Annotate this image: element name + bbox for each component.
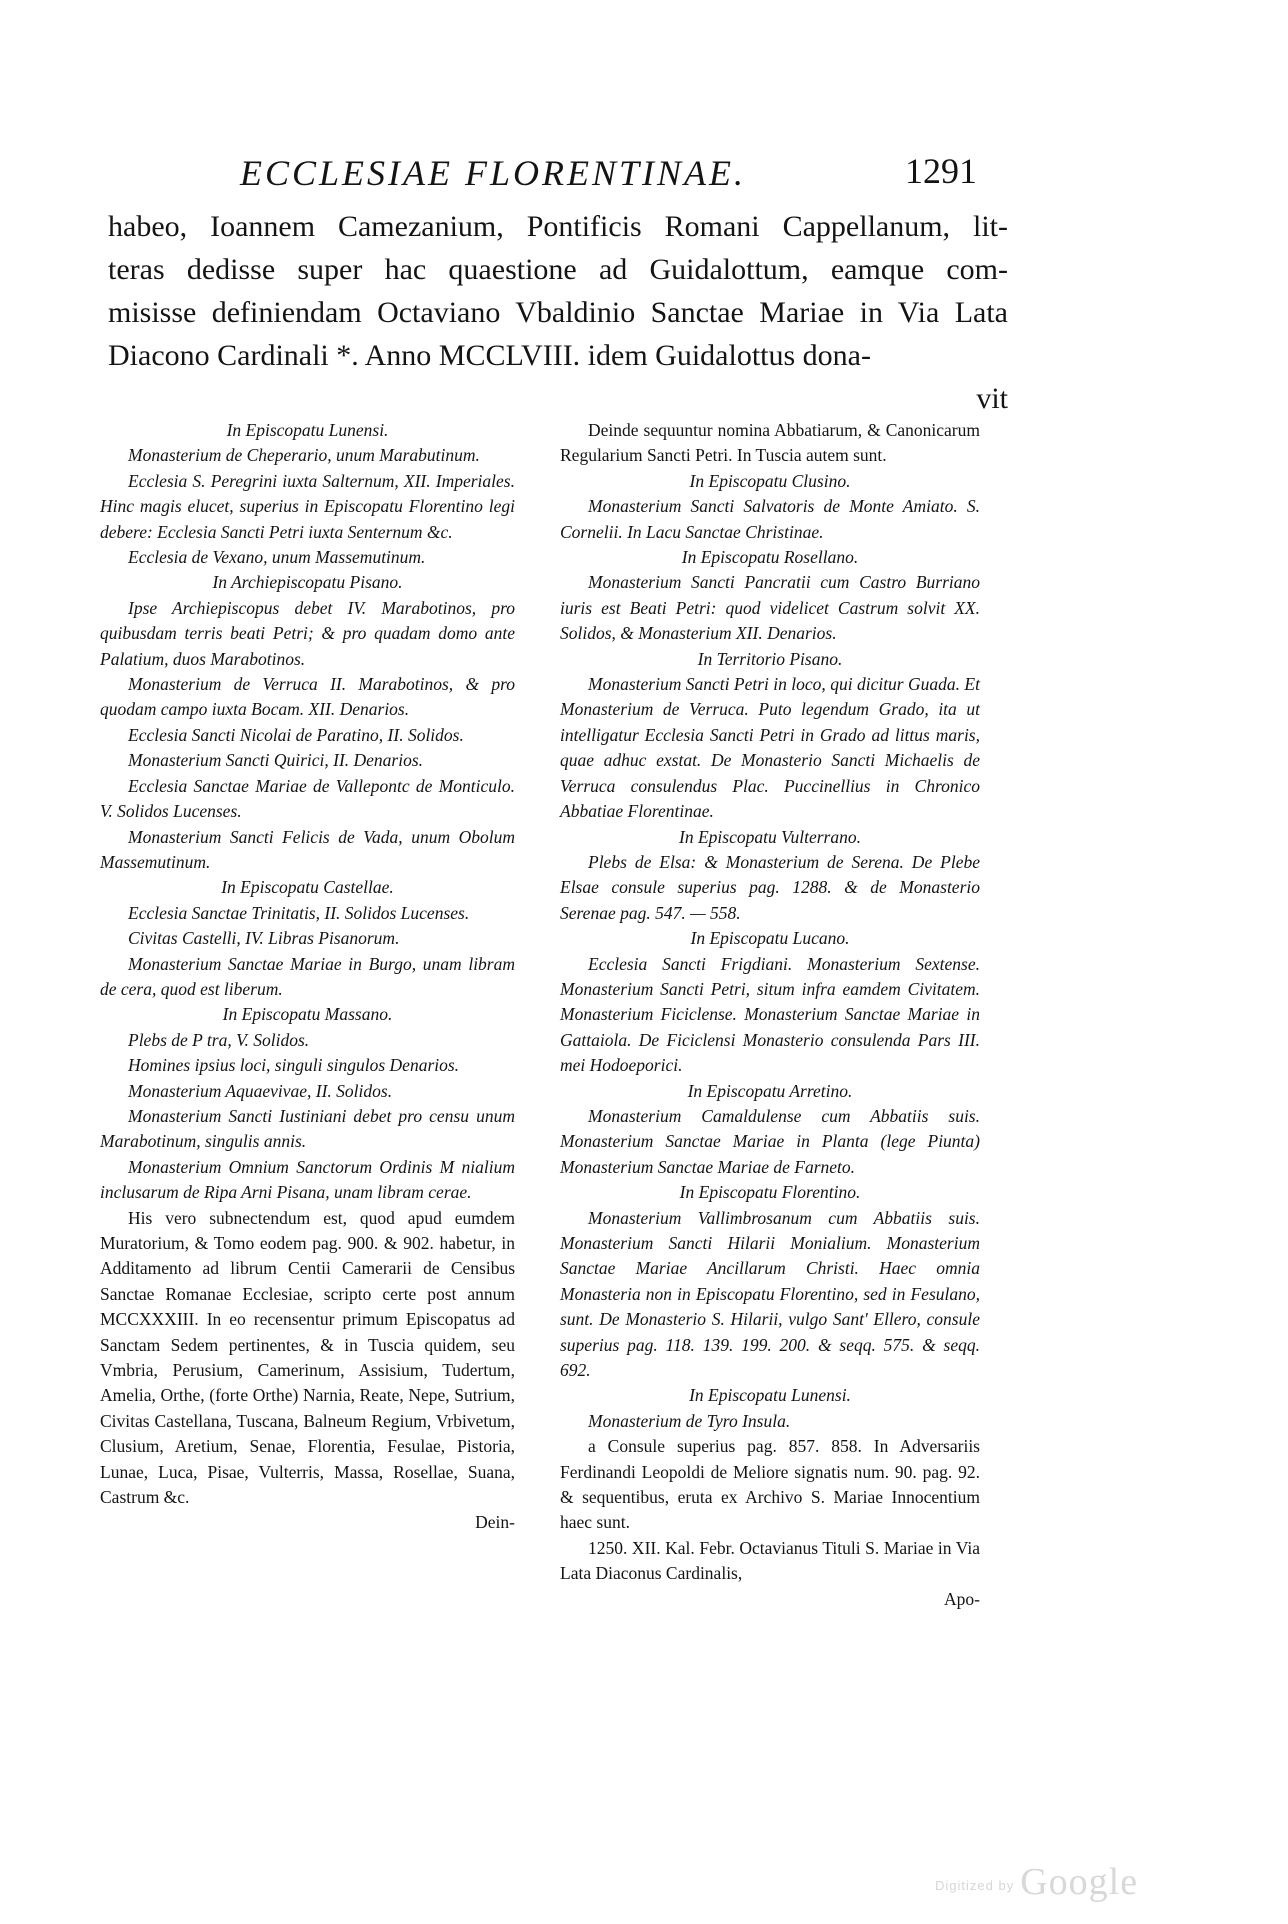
commentary-paragraph: His vero subnectendum est, quod apud eumdem Muratorium, & Tomo eodem pag. 900. & 902. habetur, in Additamento ad librum Centii Camerarii de Censibus Sanctae Romanae Ecclesiae, scripto certe post annum MCCXXXIII. In eo recensentur primum Episcopatus ad Sanctam Sedem pertinentes, & in Tuscia quidem, seu Vmbria, Perusium, Camerinum, Assisium, Tudertum, Amelia, Orthe, (forte Orthe) Narnia, Reate, Nepe, Sutrium, Civitas Castellana, Tuscana, Balneum Regium, Vrbivetum, Clusium, Aretium, Senae, Florentia, Fesulae, Pistoria, Lunae, Luca, Pisae, Vulterris, Massa, Rosellae, Suana, Castrum &c. [100, 1207, 515, 1508]
section-heading: In Episcopatu Vulterrano. [679, 826, 861, 847]
section-heading: In Episcopatu Rosellano. [681, 547, 859, 568]
entry-paragraph: Plebs de P tra, V. Solidos. [128, 1029, 310, 1050]
entry-paragraph: Ecclesia Sancti Frigdiani. Monasterium Sextense. Monasterium Sancti Petri, situm infra eamdem Civitatem. Monasterium Ficiclense. Monasterium Sanctae Mariae in Gattaiola. De Ficiclensi Monasterio consulenda Pars III. mei Hodoeporici. [560, 953, 980, 1076]
main-text-catchword: vit [976, 382, 1008, 415]
catchword: Apo- [944, 1588, 980, 1609]
section-heading: In Episcopatu Arretino. [687, 1080, 853, 1101]
main-text-line: teras dedisse super hac quaestione ad Guidalottum, eamque com- [108, 253, 1008, 286]
main-text-block [108, 205, 1008, 420]
catchword: Dein- [475, 1512, 515, 1533]
entry-paragraph: Ecclesia Sanctae Trinitatis, II. Solidos Lucenses. [128, 902, 470, 923]
main-text-line: habeo, Ioannem Camezanium, Pontificis Romani Cappellanum, lit- [108, 210, 1008, 243]
section-heading: In Episcopatu Clusino. [689, 470, 851, 491]
running-title: ECCLESIAE FLORENTINAE. [240, 153, 746, 193]
google-watermark [935, 1860, 1138, 1904]
entry-paragraph: Monasterium Aquaevivae, II. Solidos. [128, 1080, 393, 1101]
section-heading: In Territorio Pisano. [697, 648, 843, 669]
left-column [100, 418, 515, 1536]
entry-paragraph: Monasterium Sancti Quirici, II. Denarios. [128, 750, 424, 771]
entry-paragraph: Monasterium Vallimbrosanum cum Abbatiis suis. Monasterium Sancti Hilarii Monialium. Monasterium Sanctae Mariae Ancillarum Christi. Haec omnia Monasteria non in Episcopatu Florentino, sed in Fesulano, sunt. De Monasterio S. Hilarii, vulgo Sant' Ellero, consule superius pag. 118. 139. 199. 200. & seqq. 575. & seqq. 692. [560, 1207, 980, 1381]
right-column [560, 418, 980, 1612]
entry-paragraph: Monasterium Sancti Felicis de Vada, unum Obolum Massemutinum. [100, 826, 515, 872]
main-text-line: Diacono Cardinali *. Anno MCCLVIII. idem Guidalottus dona- [108, 339, 871, 372]
commentary-paragraph: a Consule superius pag. 857. 858. In Adversariis Ferdinandi Leopoldi de Meliore signatis num. 90. pag. 92. & sequentibus, eruta ex Archivo S. Mariae Innocentium haec sunt. [560, 1436, 980, 1533]
entry-paragraph: Civitas Castelli, IV. Libras Pisanorum. [128, 928, 400, 949]
commentary-paragraph: 1250. XII. Kal. Febr. Octavianus Tituli S. Mariae in Via Lata Diaconus Cardinalis, [560, 1537, 980, 1584]
entry-paragraph: Monasterium Sancti Petri in loco, qui dicitur Guada. Et Monasterium de Verruca. Puto legendum Grado, ita ut intelligatur Ecclesia Sancti Petri in Grado ad littus maris, quae adhuc exstat. De Monasterio Sancti Michaelis de Verruca consulendus Plac. Puccinellius in Chronico Abbatiae Florentinae. [560, 674, 980, 822]
commentary-paragraph: Deinde sequuntur nomina Abbatiarum, & Canonicarum Regularium Sancti Petri. In Tuscia autem sunt. [560, 420, 980, 466]
entry-paragraph: Ecclesia S. Peregrini iuxta Salternum, XII. Imperiales. Hinc magis elucet, superius in Episcopatu Florentino legi debere: Ecclesia Sancti Petri iuxta Senternum &c. [100, 470, 515, 542]
entry-paragraph: Monasterium Sanctae Mariae in Burgo, unam libram de cera, quod est liberum. [100, 953, 515, 999]
entry-paragraph: Monasterium Sancti Salvatoris de Monte Amiato. S. Cornelii. In Lacu Sanctae Christinae. [560, 496, 980, 542]
section-heading: In Episcopatu Lunensi. [689, 1385, 851, 1406]
watermark-digitized-label: Digitized by [935, 1877, 1015, 1893]
section-heading: In Archiepiscopatu Pisano. [212, 572, 403, 593]
page-number: 1291 [905, 151, 977, 191]
entry-paragraph: Monasterium Omnium Sanctorum Ordinis M nialium inclusarum de Ripa Arni Pisana, unam libram cerae. [100, 1156, 515, 1203]
entry-paragraph: Homines ipsius loci, singuli singulos Denarios. [128, 1055, 460, 1076]
entry-paragraph: Monasterium Camaldulense cum Abbatiis suis. Monasterium Sanctae Mariae in Planta (lege Piunta) Monasterium Sanctae Mariae de Farneto. [560, 1105, 980, 1177]
entry-paragraph: Ecclesia de Vexano, unum Massemutinum. [128, 547, 426, 568]
entry-paragraph: Plebs de Elsa: & Monasterium de Serena. De Plebe Elsae consule superius pag. 1288. & de Monasterio Serenae pag. 547. — 558. [560, 851, 980, 923]
section-heading: In Episcopatu Castellae. [221, 877, 394, 898]
entry-paragraph: Monasterium Sancti Pancratii cum Castro Burriano iuris est Beati Petri: quod videlicet Castrum solvit XX. Solidos, & Monasterium XII. Denarios. [560, 572, 980, 644]
entry-paragraph: Ipse Archiepiscopus debet IV. Marabotinos, pro quibusdam terris beati Petri; & pro quadam domo ante Palatium, duos Marabotinos. [100, 597, 515, 669]
section-heading: In Episcopatu Lucano. [690, 928, 850, 949]
section-heading: In Episcopatu Florentino. [679, 1182, 861, 1203]
section-heading: In Episcopatu Lunensi. [226, 420, 389, 440]
entry-paragraph: Ecclesia Sancti Nicolai de Paratino, II. Solidos. [128, 724, 464, 745]
entry-paragraph: Monasterium Sancti Iustiniani debet pro censu unum Marabotinum, singulis annis. [100, 1105, 515, 1152]
main-text-line: misisse definiendam Octaviano Vbaldinio Sanctae Mariae in Via Lata [108, 296, 1008, 329]
entry-paragraph: Monasterium de Cheperario, unum Marabutinum. [128, 445, 480, 466]
entry-paragraph: Monasterium de Verruca II. Marabotinos, & pro quodam campo iuxta Bocam. XII. Denarios. [100, 674, 515, 720]
watermark-brand: Google [1020, 1861, 1139, 1903]
section-heading: In Episcopatu Massano. [222, 1004, 393, 1025]
entry-paragraph: Monasterium de Tyro Insula. [588, 1410, 791, 1431]
entry-paragraph: Ecclesia Sanctae Mariae de Vallepontc de Monticulo. V. Solidos Lucenses. [100, 775, 515, 822]
